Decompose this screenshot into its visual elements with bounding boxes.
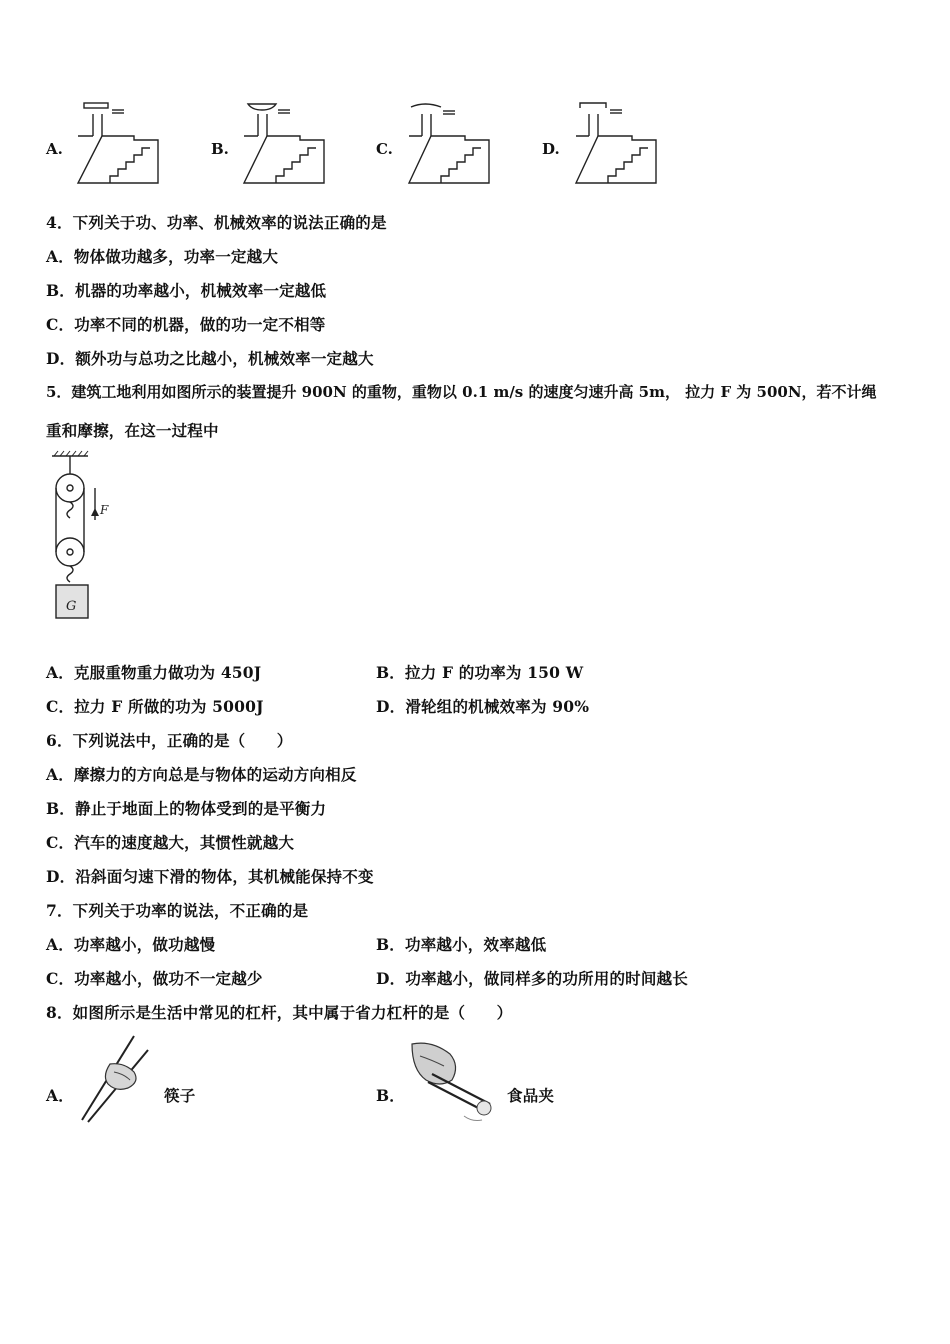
q7-option-a[interactable]: A．功率越小，做功越慢	[46, 935, 216, 954]
q6-option-b[interactable]: B．静止于地面上的物体受到的是平衡力	[46, 799, 327, 818]
q8-option-a-caption: 筷子	[164, 1086, 196, 1105]
q6-option-c[interactable]: C．汽车的速度越大，其惯性就越大	[46, 833, 295, 852]
q4-option-b[interactable]: B．机器的功率越小，机械效率一定越低	[46, 281, 327, 300]
q4-option-c[interactable]: C．功率不同的机器，做的功一定不相等	[46, 315, 326, 334]
q5-stem-line2: 重和摩擦，在这一过程中	[46, 421, 219, 440]
q5-stem-line1: 5．建筑工地利用如图所示的装置提升 900N 的重物，重物以 0.1 m/s 的速度匀速升高 5m， 拉力 F 为 500N，若不计绳	[46, 383, 877, 401]
food-tongs-image	[402, 1036, 502, 1126]
q5-option-b[interactable]: B．拉力 F 的功率为 150 W	[376, 663, 584, 682]
force-label: F	[100, 503, 109, 517]
q3-option-b-label[interactable]: B.	[211, 140, 229, 158]
q3-option-d-figure	[570, 100, 665, 190]
q8-option-b-label[interactable]: B．	[376, 1086, 406, 1105]
q6-option-a[interactable]: A．摩擦力的方向总是与物体的运动方向相反	[46, 765, 357, 784]
q7-option-b[interactable]: B．功率越小，效率越低	[376, 935, 547, 954]
q5-option-a[interactable]: A．克服重物重力做功为 450J	[46, 663, 262, 682]
q7-option-c[interactable]: C．功率越小，做功不一定越少	[46, 969, 263, 988]
q8-option-a-label[interactable]: A．	[46, 1086, 74, 1105]
weight-label: G	[66, 599, 77, 614]
q8-stem: 8．如图所示是生活中常见的杠杆，其中属于省力杠杆的是（ ）	[46, 1003, 513, 1022]
q3-option-c-figure	[403, 100, 498, 190]
q3-option-c-label[interactable]: C.	[376, 140, 393, 158]
q4-option-d[interactable]: D．额外功与总功之比越小，机械效率一定越大	[46, 349, 374, 368]
q4-option-a[interactable]: A．物体做功越多，功率一定越大	[46, 247, 279, 266]
q3-option-b-figure	[238, 100, 333, 190]
q7-option-d[interactable]: D．功率越小，做同样多的功所用的时间越长	[376, 969, 688, 988]
chopsticks-image	[72, 1032, 157, 1127]
q6-stem: 6．下列说法中，正确的是（ ）	[46, 731, 293, 750]
q8-option-b-caption: 食品夹	[507, 1086, 555, 1105]
q3-option-a-figure	[72, 100, 167, 190]
q5-option-d[interactable]: D．滑轮组的机械效率为 90%	[376, 697, 590, 716]
q5-option-c[interactable]: C．拉力 F 所做的功为 5000J	[46, 697, 264, 716]
q3-option-a-label[interactable]: A.	[46, 140, 63, 158]
q7-stem: 7．下列关于功率的说法，不正确的是	[46, 901, 309, 920]
q6-option-d[interactable]: D．沿斜面匀速下滑的物体，其机械能保持不变	[46, 867, 374, 886]
q4-stem: 4．下列关于功、功率、机械效率的说法正确的是	[46, 213, 387, 232]
q3-option-d-label[interactable]: D.	[542, 140, 560, 158]
pulley-system-figure	[40, 450, 130, 625]
